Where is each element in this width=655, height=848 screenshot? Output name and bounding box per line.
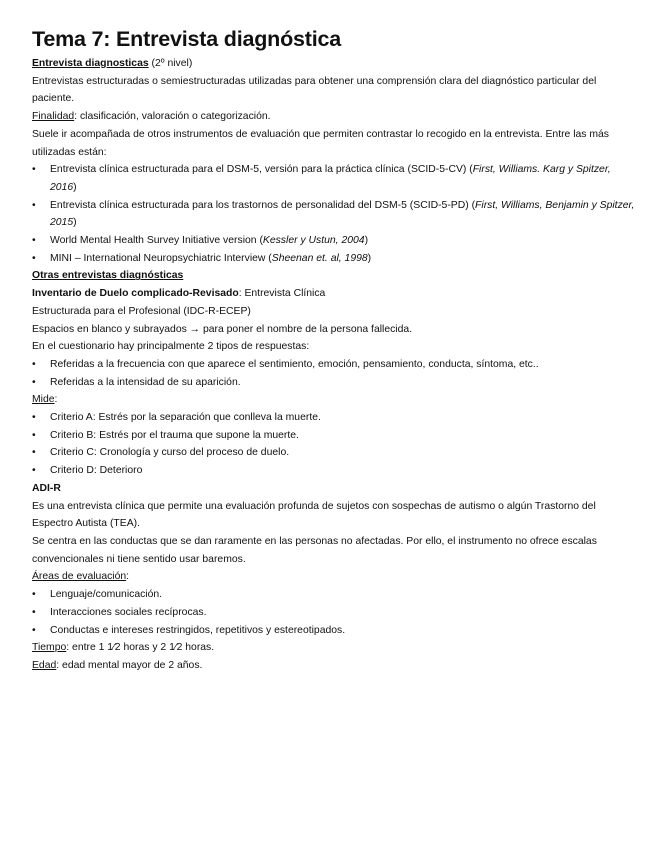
adir-paragraph-1: Es una entrevista clínica que permite una evaluación profunda de sujetos con sospechas de autismo o algún Trastorno del Espectro Autista (TEA). [32, 500, 596, 530]
page-title: Tema 7: Entrevista diagnóstica [32, 27, 342, 51]
list-item: • Conductas e intereses restringidos, repetitivos y estereotipados. [32, 622, 635, 640]
section-heading-2: Otras entrevistas diagnósticas [32, 270, 184, 282]
tiempo-label: Tiempo [32, 642, 67, 654]
finalidad-line [32, 108, 635, 126]
areas-line: Áreas de evaluación: [32, 571, 130, 583]
list-item: • Referidas a la intensidad de su aparición. [32, 374, 635, 392]
idc-title-rest: : Entrevista Clínica [238, 288, 326, 300]
mide-label: Mide [32, 394, 55, 406]
idc-title: Inventario de Duelo complicado-Revisado [32, 288, 239, 300]
heading-note: (2º nivel) [148, 58, 193, 69]
adir-title: ADI-R [32, 482, 61, 494]
list-item: • Criterio D: Deterioro [32, 462, 635, 480]
list-item: • Referidas a la frecuencia con que aparece el sentimiento, emoción, pensamiento, conducta, síntoma, etc.. [32, 356, 635, 374]
mide-line: Mide: [32, 394, 58, 406]
idc-line-3: Espacios en blanco y subrayados → para poner el nombre de la persona fallecida. [32, 323, 413, 335]
tiempo-line [32, 639, 635, 657]
list-item: • Criterio B: Estrés por el trauma que supone la muerte. [32, 427, 635, 445]
section-heading [32, 55, 635, 73]
list-item: • Criterio A: Estrés por la separación que conlleva la muerte. [32, 409, 635, 427]
criteria-list [32, 409, 635, 480]
intro-paragraph: Entrevistas estructuradas o semiestructuradas utilizadas para obtener una comprensión clara del diagnóstico particular del paciente. [32, 75, 597, 105]
list-item: • Interacciones sociales recíprocas. [32, 604, 635, 622]
idc-line-2: Estructurada para el Profesional (IDC-R-ECEP) [32, 305, 251, 317]
edad-label: Edad [32, 659, 57, 671]
list-item: • Criterio C: Cronología y curso del proceso de duelo. [32, 444, 635, 462]
accomp-paragraph: Suele ir acompañada de otros instrumentos de evaluación que permiten contrastar lo recogido en la entrevista. Entre las más utilizadas están: [32, 128, 610, 158]
finalidad-label: Finalidad [32, 111, 75, 123]
edad-text: : edad mental mayor de 2 años. [56, 659, 203, 671]
finalidad-text: : clasificación, valoración o categorización. [74, 111, 271, 123]
list-item: • World Mental Health Survey Initiative version (Kessler y Ustun, 2004) [32, 232, 635, 250]
list-item: • Entrevista clínica estructurada para los trastornos de personalidad del DSM-5 (SCID-5-PD) (First, Williams, Benjamin y Spitzer, 2015) [32, 197, 635, 232]
adir-paragraph-2: Se centra en las conductas que se dan raramente en las personas no afectadas. Por ello, el instrumento no ofrece escalas convencionales ni tiene sentido usar baremos. [32, 535, 597, 565]
instrument-list [32, 161, 635, 267]
areas-list [32, 586, 635, 639]
response-type-list [32, 356, 635, 391]
heading-text: Entrevista diagnosticas [32, 58, 149, 69]
list-item: • Entrevista clínica estructurada para el DSM-5, versión para la práctica clínica (SCID-5-CV) (First, Williams. Karg y Spitzer, 2016) [32, 161, 635, 196]
idc-line-4: En el cuestionario hay principalmente 2 tipos de respuestas: [32, 341, 310, 353]
areas-label: Áreas de evaluación [32, 571, 127, 583]
list-item: • Lenguaje/comunicación. [32, 586, 635, 604]
edad-line [32, 657, 635, 675]
list-item: • MINI – International Neuropsychiatric Interview (Sheenan et. al, 1998) [32, 250, 635, 268]
idc-title-line [32, 285, 635, 303]
tiempo-text: : entre 1 1⁄2 horas y 2 1⁄2 horas. [66, 642, 215, 654]
